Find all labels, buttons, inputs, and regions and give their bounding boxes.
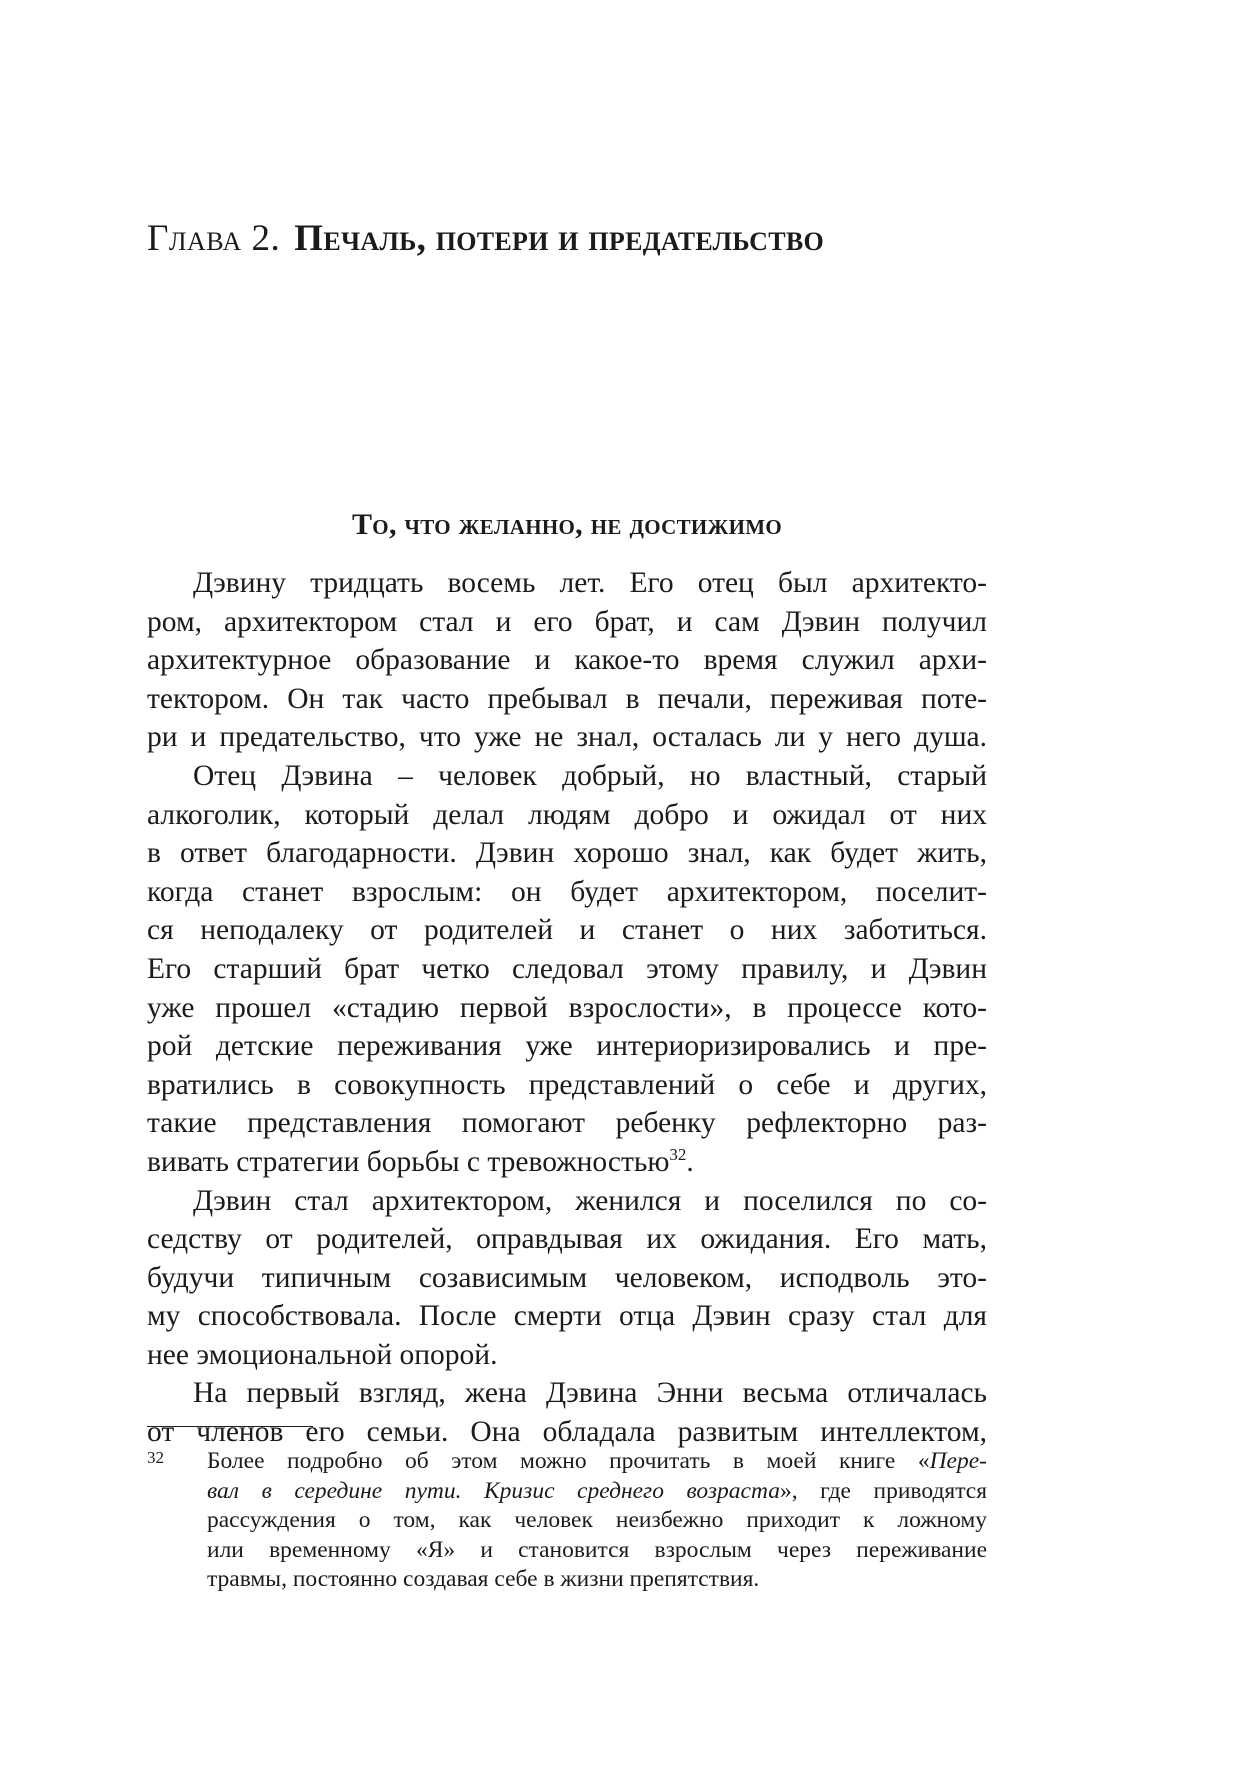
- chapter-title: Печаль, потери и предательство: [294, 218, 825, 259]
- text-line: [147, 1143, 987, 1182]
- paragraph-3: [147, 1182, 987, 1375]
- footnote-line: [207, 1477, 987, 1507]
- text-line: На первый взгляд, жена Дэвина Энни весьма отличалась: [193, 1377, 987, 1410]
- text-line: рой детские переживания уже интериоризировались и пре-: [147, 1030, 987, 1063]
- book-title-italic: вал в середине пути. Кризис среднего возраста: [207, 1477, 780, 1504]
- text-line: му способствовала. После смерти отца Дэвин сразу стал для: [147, 1300, 987, 1333]
- footnote-number: 32: [147, 1448, 164, 1467]
- text-line: архитектурное образование и какое-то время служил архи-: [147, 644, 987, 677]
- text-line: такие представления помогают ребенку рефлекторно раз-: [147, 1107, 987, 1140]
- text-line: ром, архитектором стал и его брат, и сам Дэвин получил: [147, 605, 987, 638]
- text-fragment: .: [686, 1145, 694, 1178]
- text-fragment: вивать стратегии борьбы с тревожностью: [147, 1145, 670, 1178]
- text-fragment: », где приводятся: [779, 1477, 988, 1504]
- paragraph-2: [147, 757, 987, 1182]
- text-line: уже прошел «стадию первой взрослости», в процессе кото-: [147, 991, 987, 1024]
- footnote-line: [207, 1447, 987, 1477]
- text-line: тектором. Он так часто пребывал в печали, переживая поте-: [147, 682, 987, 715]
- footnote-divider: [147, 1426, 313, 1427]
- footnote-reference[interactable]: 32: [669, 1144, 687, 1164]
- text-line: нее эмоциональной опорой.: [147, 1338, 498, 1371]
- text-line: в ответ благодарности. Дэвин хорошо знал, как будет жить,: [147, 837, 987, 870]
- text-line: седству от родителей, оправдывая их ожидания. Его мать,: [147, 1223, 987, 1256]
- footnote-line: или временному «Я» и становится взрослым через переживание: [207, 1536, 987, 1563]
- text-line: от членов его семьи. Она обладала развитым интеллектом,: [147, 1416, 987, 1449]
- chapter-label: Глава 2.: [147, 218, 281, 259]
- chapter-heading: [147, 220, 1107, 257]
- text-line: Дэвин стал архитектором, женился и поселился по со-: [193, 1184, 987, 1217]
- footnote-text: [207, 1447, 987, 1595]
- text-fragment: Более подробно об этом можно прочитать в моей книге «: [207, 1448, 930, 1474]
- text-line: ся неподалеку от родителей и станет о них заботиться.: [147, 914, 987, 947]
- body-text: [147, 564, 987, 1452]
- text-line: Его старший брат четко следовал этому правилу, и Дэвин: [147, 952, 987, 985]
- text-line: Дэвину тридцать восемь лет. Его отец был архитекто-: [193, 567, 987, 599]
- text-line: алкоголик, который делал людям добро и ожидал от них: [147, 798, 987, 831]
- section-title: То, что желанно, не достижимо: [352, 508, 782, 541]
- text-line: ри и предательство, что уже не знал, осталась ли у него душа.: [147, 721, 987, 754]
- footnote-line: рассуждения о том, как человек неизбежно приходит к ложному: [207, 1507, 987, 1533]
- text-line: Отец Дэвина – человек добрый, но властный, старый: [193, 759, 987, 792]
- paragraph-1: [147, 564, 987, 757]
- footnote-line: травмы, постоянно создавая себе в жизни препятствия.: [207, 1566, 760, 1592]
- text-line: вратились в совокупность представлений о себе и других,: [147, 1068, 987, 1101]
- text-line: будучи типичным созависимым человеком, исподволь это-: [147, 1261, 987, 1294]
- book-title-italic: Пере-: [929, 1448, 987, 1474]
- paragraph-4: [147, 1374, 987, 1451]
- text-line: когда станет взрослым: он будет архитектором, поселит-: [147, 875, 987, 908]
